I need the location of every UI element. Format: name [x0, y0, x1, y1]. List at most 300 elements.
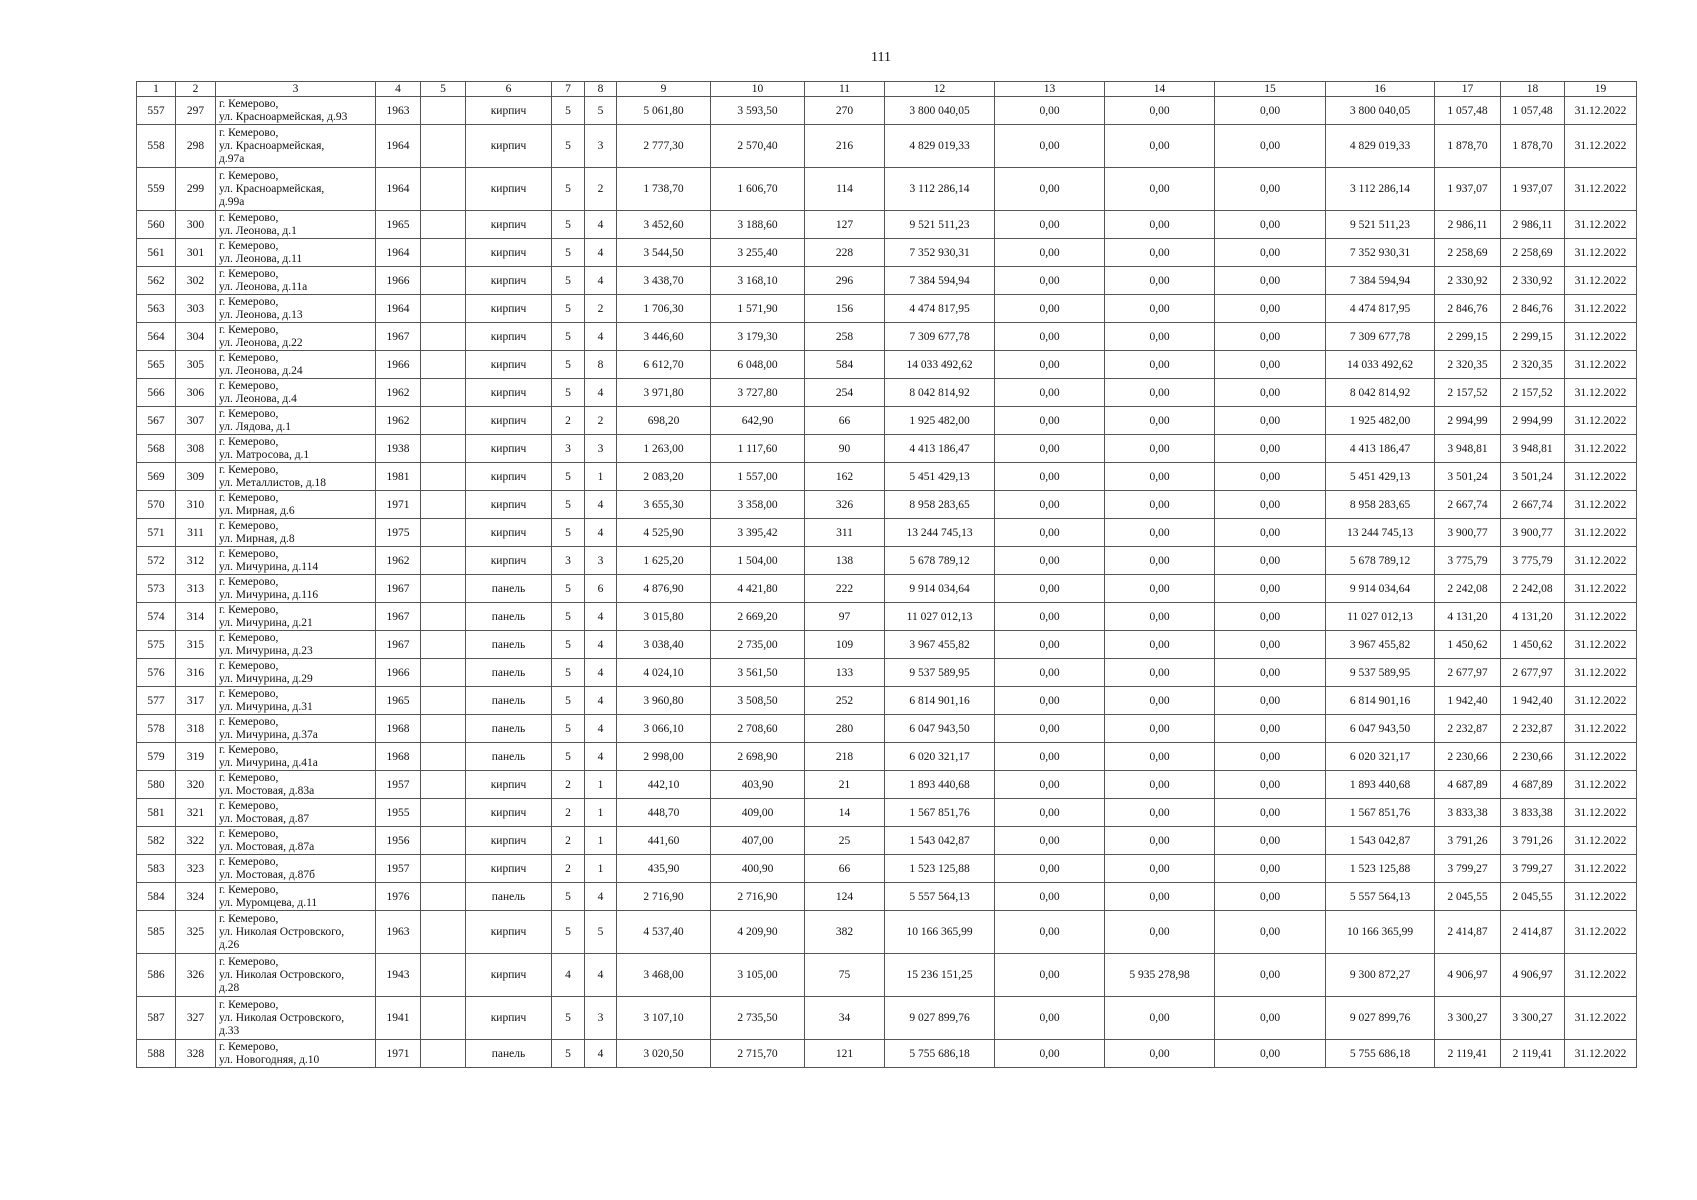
address-line: г. Кемерово,: [219, 603, 279, 616]
cell-col-15: 0,00: [1215, 168, 1326, 211]
cell-col-19: 31.12.2022: [1565, 407, 1637, 435]
cell-col-15: 0,00: [1215, 547, 1326, 575]
address-cell: [216, 407, 376, 435]
cell-col-9: 3 544,50: [617, 239, 711, 267]
column-header-1: 1: [137, 82, 176, 97]
cell-col-2: 302: [176, 267, 216, 295]
cell-col-10: 3 179,30: [711, 323, 805, 351]
cell-col-11: 109: [805, 631, 885, 659]
cell-col-15: 0,00: [1215, 631, 1326, 659]
cell-col-12: 10 166 365,99: [885, 911, 995, 954]
cell-col-5: [421, 407, 466, 435]
cell-col-5: [421, 743, 466, 771]
cell-col-4: 1967: [376, 575, 421, 603]
cell-col-2: 311: [176, 519, 216, 547]
cell-col-13: 0,00: [995, 463, 1105, 491]
cell-col-10: 3 395,42: [711, 519, 805, 547]
cell-col-1: 582: [137, 827, 176, 855]
cell-col-4: 1968: [376, 715, 421, 743]
cell-col-17: 1 942,40: [1435, 687, 1501, 715]
cell-col-12: 5 678 789,12: [885, 547, 995, 575]
cell-col-19: 31.12.2022: [1565, 687, 1637, 715]
table-body: [137, 97, 1637, 1068]
address-cell: [216, 211, 376, 239]
cell-col-18: 2 232,87: [1501, 715, 1565, 743]
cell-col-5: [421, 519, 466, 547]
cell-col-16: 4 829 019,33: [1326, 125, 1435, 168]
cell-col-6: кирпич: [466, 547, 552, 575]
address-line: ул. Новогодняя, д.10: [219, 1053, 320, 1066]
cell-col-4: 1965: [376, 687, 421, 715]
cell-col-5: [421, 267, 466, 295]
cell-col-14: 0,00: [1105, 1040, 1215, 1068]
cell-col-17: 3 900,77: [1435, 519, 1501, 547]
cell-col-9: 3 015,80: [617, 603, 711, 631]
cell-col-6: кирпич: [466, 491, 552, 519]
cell-col-7: 5: [552, 743, 585, 771]
cell-col-1: 563: [137, 295, 176, 323]
cell-col-7: 5: [552, 1040, 585, 1068]
cell-col-16: 8 958 283,65: [1326, 491, 1435, 519]
cell-col-15: 0,00: [1215, 659, 1326, 687]
cell-col-16: 9 537 589,95: [1326, 659, 1435, 687]
cell-col-14: 0,00: [1105, 295, 1215, 323]
cell-col-6: кирпич: [466, 351, 552, 379]
cell-col-15: 0,00: [1215, 911, 1326, 954]
cell-col-4: 1957: [376, 855, 421, 883]
table-row: [137, 211, 1637, 239]
cell-col-6: кирпич: [466, 211, 552, 239]
cell-col-13: 0,00: [995, 168, 1105, 211]
cell-col-15: 0,00: [1215, 715, 1326, 743]
cell-col-14: 0,00: [1105, 168, 1215, 211]
address-line: ул. Леонова, д.4: [219, 392, 297, 405]
address-cell: [216, 743, 376, 771]
cell-col-2: 312: [176, 547, 216, 575]
cell-col-11: 222: [805, 575, 885, 603]
cell-col-10: 1 571,90: [711, 295, 805, 323]
cell-col-6: панель: [466, 603, 552, 631]
cell-col-2: 325: [176, 911, 216, 954]
cell-col-8: 4: [585, 715, 617, 743]
cell-col-12: 7 309 677,78: [885, 323, 995, 351]
cell-col-18: 3 799,27: [1501, 855, 1565, 883]
cell-col-7: 5: [552, 351, 585, 379]
cell-col-19: 31.12.2022: [1565, 631, 1637, 659]
cell-col-5: [421, 295, 466, 323]
cell-col-5: [421, 771, 466, 799]
cell-col-16: 1 925 482,00: [1326, 407, 1435, 435]
address-line: ул. Николая Островского,: [219, 925, 345, 938]
address-line: г. Кемерово,: [219, 998, 279, 1011]
cell-col-16: 7 309 677,78: [1326, 323, 1435, 351]
cell-col-18: 2 299,15: [1501, 323, 1565, 351]
cell-col-5: [421, 168, 466, 211]
cell-col-1: 576: [137, 659, 176, 687]
cell-col-6: кирпич: [466, 855, 552, 883]
cell-col-11: 254: [805, 379, 885, 407]
cell-col-10: 1 117,60: [711, 435, 805, 463]
cell-col-8: 6: [585, 575, 617, 603]
cell-col-8: 4: [585, 239, 617, 267]
cell-col-11: 156: [805, 295, 885, 323]
cell-col-7: 5: [552, 519, 585, 547]
cell-col-16: 1 543 042,87: [1326, 827, 1435, 855]
column-header-8: 8: [585, 82, 617, 97]
cell-col-9: 2 083,20: [617, 463, 711, 491]
cell-col-7: 5: [552, 463, 585, 491]
cell-col-9: 3 020,50: [617, 1040, 711, 1068]
cell-col-5: [421, 827, 466, 855]
cell-col-7: 2: [552, 799, 585, 827]
column-header-12: 12: [885, 82, 995, 97]
cell-col-12: 6 047 943,50: [885, 715, 995, 743]
address-cell: [216, 323, 376, 351]
cell-col-9: 2 716,90: [617, 883, 711, 911]
address-line: г. Кемерово,: [219, 126, 279, 139]
cell-col-1: 567: [137, 407, 176, 435]
cell-col-16: 9 027 899,76: [1326, 997, 1435, 1040]
cell-col-12: 7 352 930,31: [885, 239, 995, 267]
cell-col-7: 5: [552, 267, 585, 295]
cell-col-6: кирпич: [466, 407, 552, 435]
cell-col-19: 31.12.2022: [1565, 351, 1637, 379]
cell-col-14: 0,00: [1105, 883, 1215, 911]
cell-col-5: [421, 463, 466, 491]
cell-col-4: 1956: [376, 827, 421, 855]
cell-col-13: 0,00: [995, 435, 1105, 463]
cell-col-9: 3 971,80: [617, 379, 711, 407]
cell-col-15: 0,00: [1215, 125, 1326, 168]
address-cell: [216, 659, 376, 687]
cell-col-18: 3 833,38: [1501, 799, 1565, 827]
cell-col-16: 3 967 455,82: [1326, 631, 1435, 659]
cell-col-8: 8: [585, 351, 617, 379]
cell-col-10: 403,90: [711, 771, 805, 799]
cell-col-15: 0,00: [1215, 491, 1326, 519]
address-cell: [216, 911, 376, 954]
cell-col-2: 323: [176, 855, 216, 883]
address-line: г. Кемерово,: [219, 799, 279, 812]
cell-col-17: 2 330,92: [1435, 267, 1501, 295]
cell-col-4: 1968: [376, 743, 421, 771]
cell-col-11: 14: [805, 799, 885, 827]
cell-col-4: 1938: [376, 435, 421, 463]
cell-col-2: 318: [176, 715, 216, 743]
cell-col-4: 1962: [376, 379, 421, 407]
cell-col-12: 8 042 814,92: [885, 379, 995, 407]
cell-col-16: 7 352 930,31: [1326, 239, 1435, 267]
cell-col-13: 0,00: [995, 379, 1105, 407]
address-line: д.97а: [219, 152, 245, 165]
cell-col-12: 1 925 482,00: [885, 407, 995, 435]
cell-col-11: 138: [805, 547, 885, 575]
cell-col-13: 0,00: [995, 687, 1105, 715]
cell-col-12: 5 451 429,13: [885, 463, 995, 491]
cell-col-16: 9 914 034,64: [1326, 575, 1435, 603]
cell-col-1: 570: [137, 491, 176, 519]
address-line: ул. Леонова, д.1: [219, 224, 297, 237]
cell-col-16: 5 451 429,13: [1326, 463, 1435, 491]
cell-col-19: 31.12.2022: [1565, 239, 1637, 267]
cell-col-11: 326: [805, 491, 885, 519]
cell-col-12: 4 413 186,47: [885, 435, 995, 463]
cell-col-4: 1965: [376, 211, 421, 239]
cell-col-4: 1963: [376, 97, 421, 125]
cell-col-18: 2 045,55: [1501, 883, 1565, 911]
cell-col-15: 0,00: [1215, 239, 1326, 267]
cell-col-19: 31.12.2022: [1565, 997, 1637, 1040]
cell-col-13: 0,00: [995, 954, 1105, 997]
cell-col-13: 0,00: [995, 715, 1105, 743]
cell-col-4: 1971: [376, 491, 421, 519]
cell-col-16: 1 567 851,76: [1326, 799, 1435, 827]
cell-col-2: 315: [176, 631, 216, 659]
cell-col-8: 4: [585, 519, 617, 547]
cell-col-9: 4 024,10: [617, 659, 711, 687]
cell-col-14: 0,00: [1105, 211, 1215, 239]
cell-col-17: 2 230,66: [1435, 743, 1501, 771]
address-line: ул. Мирная, д.8: [219, 532, 295, 545]
cell-col-16: 3 112 286,14: [1326, 168, 1435, 211]
cell-col-17: 2 232,87: [1435, 715, 1501, 743]
cell-col-2: 310: [176, 491, 216, 519]
address-line: ул. Мичурина, д.29: [219, 672, 313, 685]
cell-col-7: 5: [552, 211, 585, 239]
cell-col-9: 698,20: [617, 407, 711, 435]
cell-col-8: 4: [585, 267, 617, 295]
address-line: ул. Красноармейская,: [219, 182, 325, 195]
cell-col-13: 0,00: [995, 575, 1105, 603]
cell-col-13: 0,00: [995, 631, 1105, 659]
cell-col-18: 2 986,11: [1501, 211, 1565, 239]
cell-col-9: 2 777,30: [617, 125, 711, 168]
cell-col-6: кирпич: [466, 435, 552, 463]
cell-col-15: 0,00: [1215, 351, 1326, 379]
cell-col-16: 6 814 901,16: [1326, 687, 1435, 715]
table-row: [137, 715, 1637, 743]
cell-col-14: 0,00: [1105, 997, 1215, 1040]
cell-col-4: 1967: [376, 323, 421, 351]
cell-col-9: 4 525,90: [617, 519, 711, 547]
cell-col-6: кирпич: [466, 97, 552, 125]
cell-col-4: 1964: [376, 125, 421, 168]
address-line: д.26: [219, 938, 240, 951]
address-line: г. Кемерово,: [219, 323, 279, 336]
address-line: ул. Леонова, д.24: [219, 364, 303, 377]
address-line: ул. Леонова, д.11а: [219, 280, 308, 293]
cell-col-5: [421, 954, 466, 997]
cell-col-12: 15 236 151,25: [885, 954, 995, 997]
cell-col-8: 2: [585, 295, 617, 323]
address-cell: [216, 954, 376, 997]
cell-col-17: 3 300,27: [1435, 997, 1501, 1040]
address-line: г. Кемерово,: [219, 379, 279, 392]
cell-col-9: 1 625,20: [617, 547, 711, 575]
cell-col-10: 2 698,90: [711, 743, 805, 771]
cell-col-6: панель: [466, 1040, 552, 1068]
cell-col-15: 0,00: [1215, 379, 1326, 407]
cell-col-14: 0,00: [1105, 827, 1215, 855]
cell-col-10: 6 048,00: [711, 351, 805, 379]
cell-col-9: 1 738,70: [617, 168, 711, 211]
cell-col-13: 0,00: [995, 547, 1105, 575]
cell-col-2: 326: [176, 954, 216, 997]
cell-col-10: 1 504,00: [711, 547, 805, 575]
cell-col-10: 3 105,00: [711, 954, 805, 997]
cell-col-19: 31.12.2022: [1565, 295, 1637, 323]
cell-col-13: 0,00: [995, 491, 1105, 519]
cell-col-7: 5: [552, 603, 585, 631]
cell-col-2: 317: [176, 687, 216, 715]
address-line: ул. Николая Островского,: [219, 1011, 345, 1024]
cell-col-17: 3 948,81: [1435, 435, 1501, 463]
cell-col-5: [421, 855, 466, 883]
cell-col-17: 3 775,79: [1435, 547, 1501, 575]
cell-col-9: 1 263,00: [617, 435, 711, 463]
cell-col-4: 1964: [376, 295, 421, 323]
cell-col-16: 13 244 745,13: [1326, 519, 1435, 547]
cell-col-7: 2: [552, 407, 585, 435]
cell-col-5: [421, 883, 466, 911]
column-header-15: 15: [1215, 82, 1326, 97]
cell-col-19: 31.12.2022: [1565, 659, 1637, 687]
cell-col-2: 324: [176, 883, 216, 911]
cell-col-7: 5: [552, 575, 585, 603]
cell-col-18: 3 948,81: [1501, 435, 1565, 463]
address-line: ул. Леонова, д.13: [219, 308, 303, 321]
address-line: г. Кемерово,: [219, 715, 279, 728]
cell-col-15: 0,00: [1215, 295, 1326, 323]
cell-col-5: [421, 715, 466, 743]
address-line: ул. Муромцева, д.11: [219, 896, 318, 909]
cell-col-19: 31.12.2022: [1565, 575, 1637, 603]
table-row: [137, 168, 1637, 211]
cell-col-19: 31.12.2022: [1565, 379, 1637, 407]
table-row: [137, 855, 1637, 883]
cell-col-1: 561: [137, 239, 176, 267]
cell-col-2: 300: [176, 211, 216, 239]
cell-col-18: 4 131,20: [1501, 603, 1565, 631]
cell-col-2: 314: [176, 603, 216, 631]
cell-col-7: 5: [552, 997, 585, 1040]
cell-col-2: 313: [176, 575, 216, 603]
cell-col-9: 442,10: [617, 771, 711, 799]
cell-col-13: 0,00: [995, 295, 1105, 323]
cell-col-13: 0,00: [995, 827, 1105, 855]
cell-col-18: 2 119,41: [1501, 1040, 1565, 1068]
table-row: [137, 603, 1637, 631]
address-line: д.28: [219, 981, 240, 994]
cell-col-16: 3 800 040,05: [1326, 97, 1435, 125]
cell-col-13: 0,00: [995, 855, 1105, 883]
cell-col-16: 4 474 817,95: [1326, 295, 1435, 323]
cell-col-7: 3: [552, 435, 585, 463]
address-cell: [216, 239, 376, 267]
cell-col-19: 31.12.2022: [1565, 603, 1637, 631]
cell-col-18: 2 667,74: [1501, 491, 1565, 519]
cell-col-13: 0,00: [995, 911, 1105, 954]
address-line: д.33: [219, 1024, 240, 1037]
address-line: г. Кемерово,: [219, 743, 279, 756]
table-row: [137, 954, 1637, 997]
cell-col-9: 2 998,00: [617, 743, 711, 771]
cell-col-11: 34: [805, 997, 885, 1040]
cell-col-1: 581: [137, 799, 176, 827]
address-line: г. Кемерово,: [219, 295, 279, 308]
cell-col-9: 441,60: [617, 827, 711, 855]
cell-col-2: 321: [176, 799, 216, 827]
cell-col-1: 579: [137, 743, 176, 771]
cell-col-11: 97: [805, 603, 885, 631]
cell-col-11: 252: [805, 687, 885, 715]
cell-col-10: 2 570,40: [711, 125, 805, 168]
cell-col-11: 228: [805, 239, 885, 267]
cell-col-9: 3 107,10: [617, 997, 711, 1040]
cell-col-14: 0,00: [1105, 435, 1215, 463]
cell-col-17: 1 878,70: [1435, 125, 1501, 168]
cell-col-2: 308: [176, 435, 216, 463]
cell-col-5: [421, 97, 466, 125]
cell-col-12: 6 814 901,16: [885, 687, 995, 715]
cell-col-1: 565: [137, 351, 176, 379]
cell-col-5: [421, 631, 466, 659]
cell-col-17: 3 501,24: [1435, 463, 1501, 491]
address-line: ул. Мостовая, д.83а: [219, 784, 315, 797]
cell-col-6: панель: [466, 659, 552, 687]
address-line: г. Кемерово,: [219, 239, 279, 252]
cell-col-1: 578: [137, 715, 176, 743]
cell-col-2: 320: [176, 771, 216, 799]
cell-col-2: 306: [176, 379, 216, 407]
cell-col-14: 0,00: [1105, 97, 1215, 125]
cell-col-12: 5 755 686,18: [885, 1040, 995, 1068]
cell-col-17: 2 677,97: [1435, 659, 1501, 687]
cell-col-10: 2 708,60: [711, 715, 805, 743]
cell-col-16: 8 042 814,92: [1326, 379, 1435, 407]
cell-col-1: 572: [137, 547, 176, 575]
cell-col-11: 121: [805, 1040, 885, 1068]
cell-col-1: 584: [137, 883, 176, 911]
cell-col-10: 3 727,80: [711, 379, 805, 407]
cell-col-1: 557: [137, 97, 176, 125]
cell-col-18: 2 320,35: [1501, 351, 1565, 379]
cell-col-16: 11 027 012,13: [1326, 603, 1435, 631]
cell-col-11: 280: [805, 715, 885, 743]
cell-col-12: 3 112 286,14: [885, 168, 995, 211]
cell-col-7: 5: [552, 911, 585, 954]
cell-col-18: 2 230,66: [1501, 743, 1565, 771]
cell-col-6: кирпич: [466, 295, 552, 323]
cell-col-17: 2 242,08: [1435, 575, 1501, 603]
cell-col-11: 114: [805, 168, 885, 211]
cell-col-10: 3 358,00: [711, 491, 805, 519]
cell-col-14: 0,00: [1105, 659, 1215, 687]
cell-col-17: 2 299,15: [1435, 323, 1501, 351]
cell-col-18: 2 258,69: [1501, 239, 1565, 267]
cell-col-7: 5: [552, 491, 585, 519]
cell-col-18: 1 942,40: [1501, 687, 1565, 715]
column-header-7: 7: [552, 82, 585, 97]
cell-col-7: 5: [552, 659, 585, 687]
table-row: [137, 125, 1637, 168]
cell-col-8: 3: [585, 125, 617, 168]
column-header-10: 10: [711, 82, 805, 97]
cell-col-6: кирпич: [466, 239, 552, 267]
cell-col-15: 0,00: [1215, 603, 1326, 631]
address-cell: [216, 435, 376, 463]
cell-col-8: 4: [585, 323, 617, 351]
